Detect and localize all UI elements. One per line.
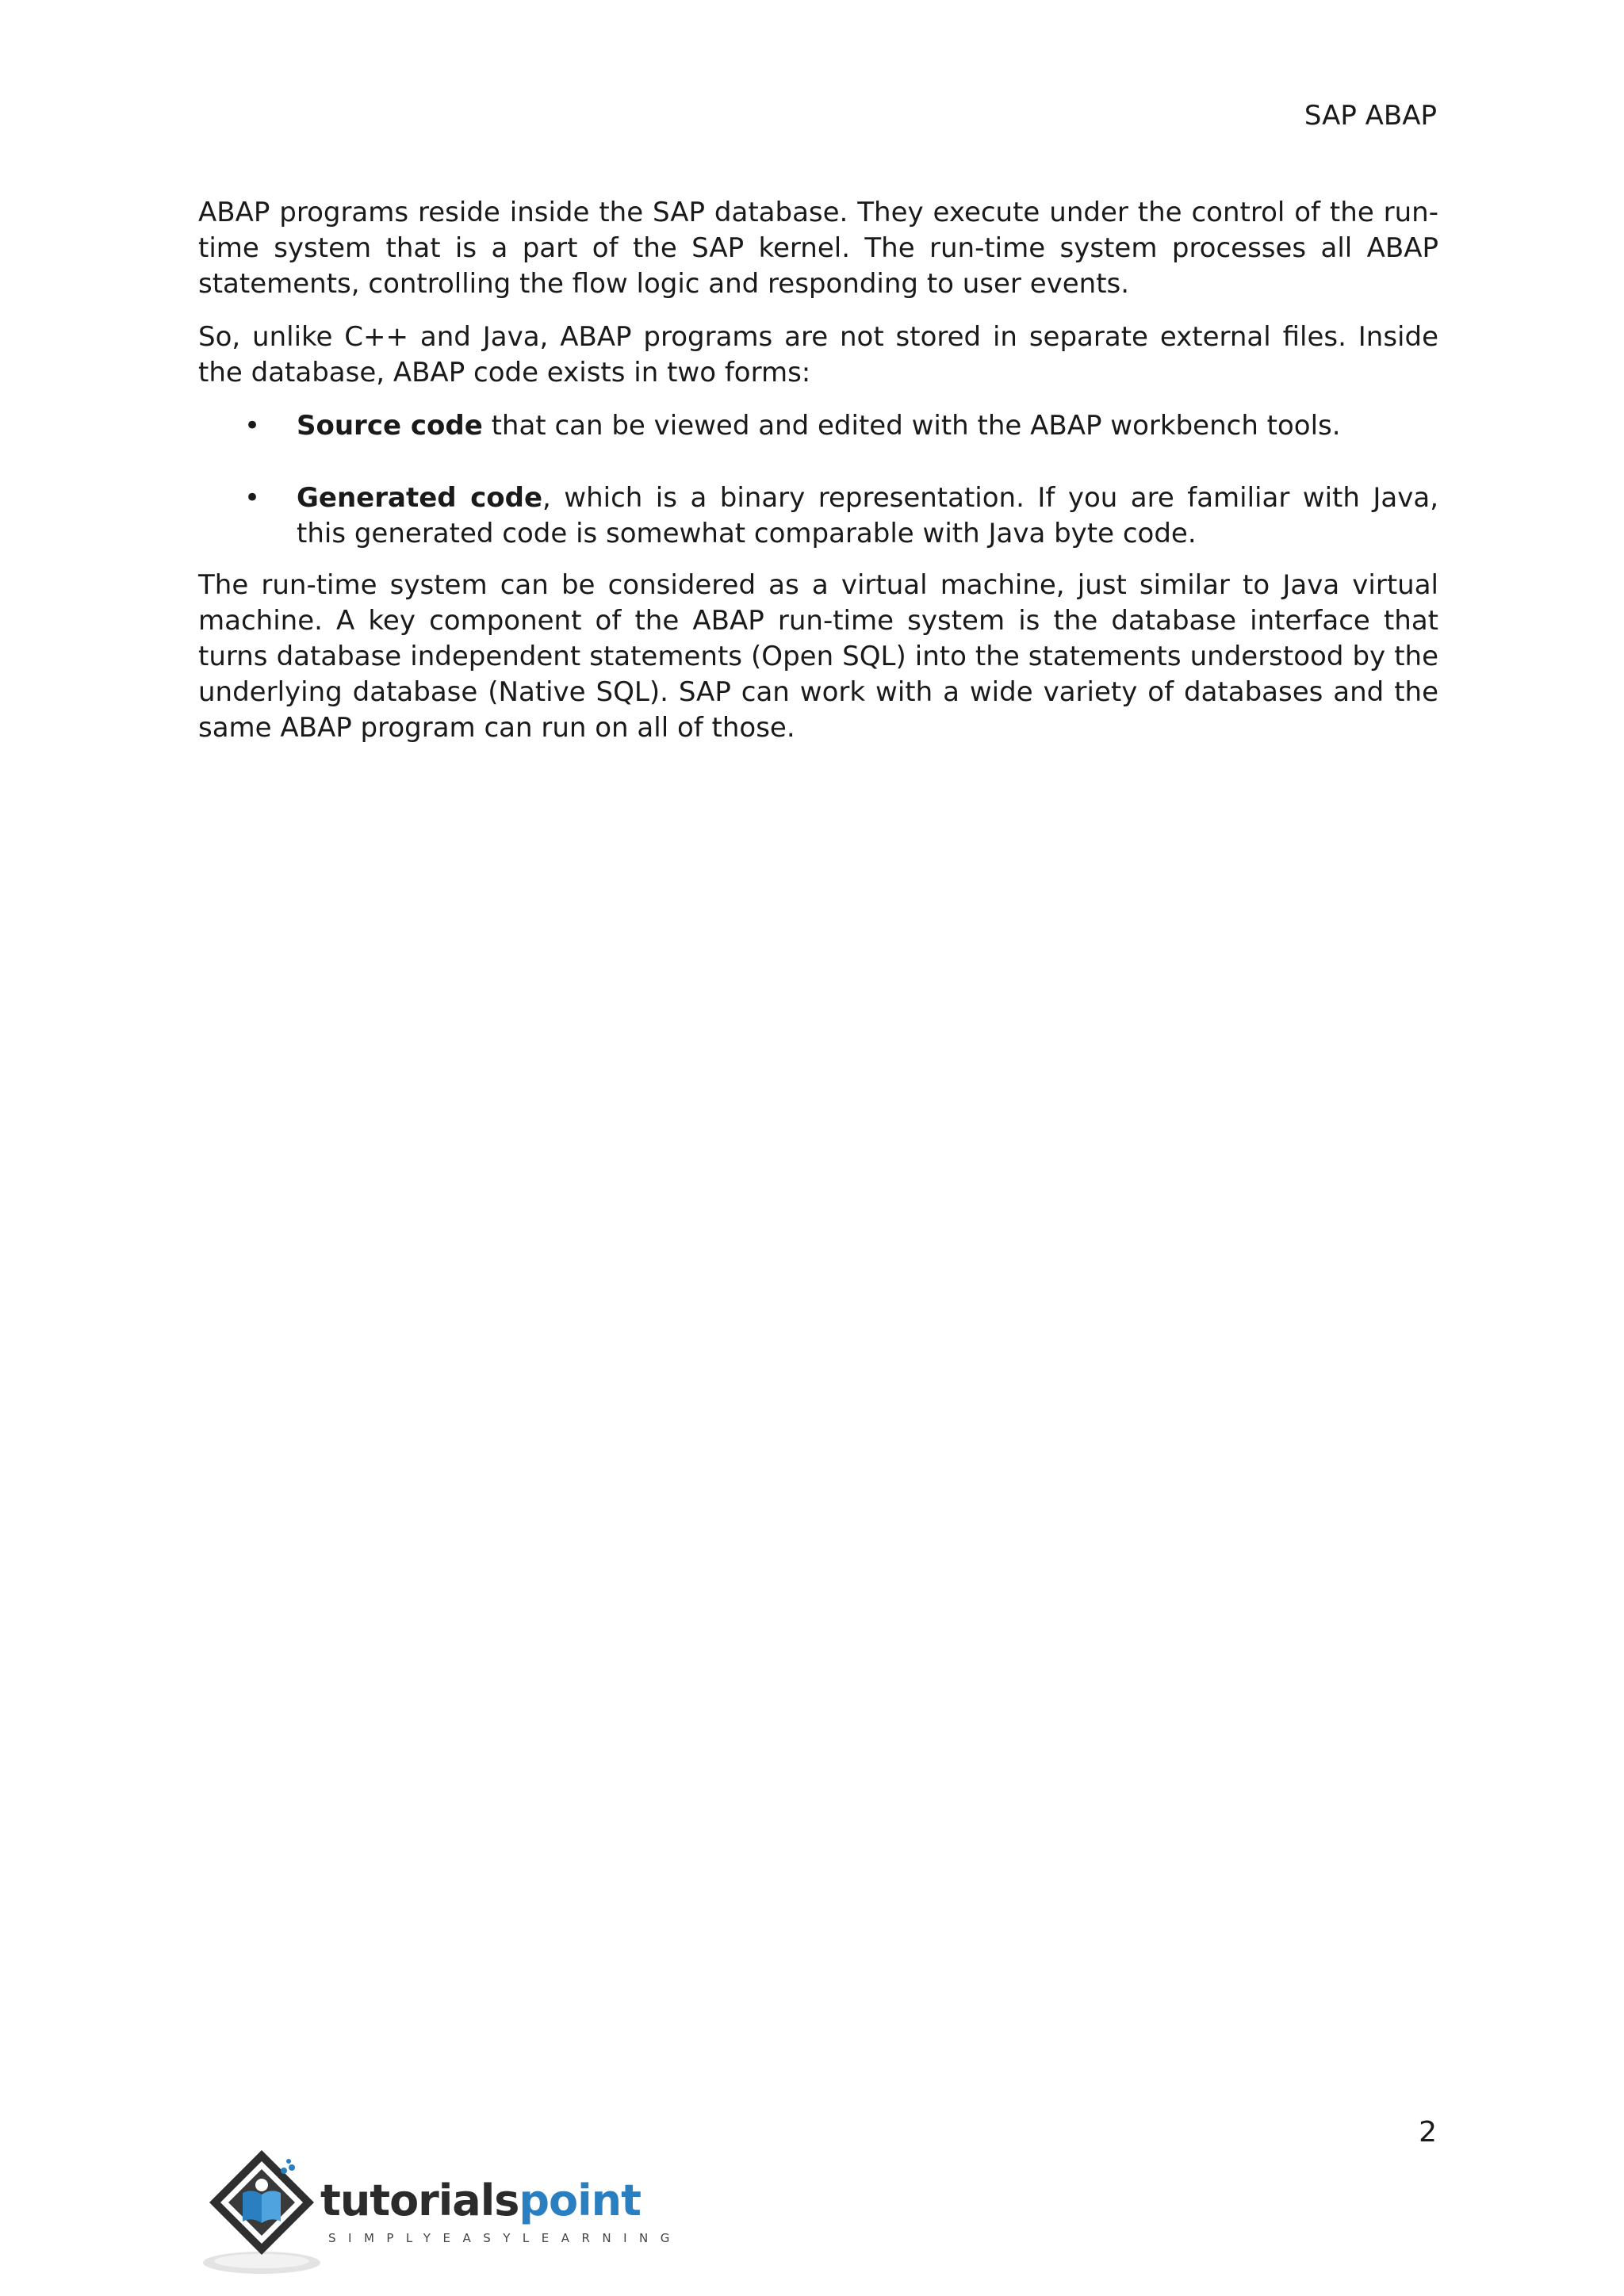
list-item-term: Generated code — [297, 482, 543, 514]
page-header-title: SAP ABAP — [1304, 100, 1437, 132]
bullet-icon: • — [244, 482, 261, 514]
list-item — [244, 480, 1439, 552]
list-item-term: Source code — [297, 410, 483, 442]
list-item-text: that can be viewed and edited with the ABAP workbench tools. — [482, 410, 1341, 442]
logo-word-blue: point — [519, 2175, 641, 2225]
document-body — [198, 195, 1438, 763]
list-item — [244, 408, 1438, 444]
logo-tagline: SIMPLYEASYLEARNING — [328, 2231, 682, 2245]
code-forms-list — [198, 408, 1438, 552]
tutorialspoint-logo-icon — [195, 2144, 330, 2279]
logo-wordmark — [320, 2177, 641, 2225]
paragraph-2: So, unlike C++ and Java, ABAP programs are not stored in separate external files. Inside the database, ABAP code exists in two forms: — [198, 321, 1438, 388]
tutorialspoint-logo — [195, 2144, 682, 2279]
page-number: 2 — [1419, 2116, 1437, 2149]
list-item-text: , which is a binary representation. If you are familiar with Java, this generated code is somewhat comparable with Java byte code. — [297, 482, 1439, 549]
logo-word-dark: tutorials — [320, 2175, 519, 2225]
paragraph-1: ABAP programs reside inside the SAP database. They execute under the control of the run-time system that is a part of the SAP kernel. The run-time system processes all ABAP statements, controlling the flow logic and responding to user events. — [198, 197, 1438, 300]
bullet-icon: • — [244, 410, 261, 442]
paragraph-3: The run-time system can be considered as a virtual machine, just similar to Java virtual machine. A key component of the ABAP run-time system is the database interface that turns database independent statements (Open SQL) into the statements understood by the underlying database (Native SQL). SAP can work with a wide variety of databases and the same ABAP program can run on all of those. — [198, 569, 1438, 744]
